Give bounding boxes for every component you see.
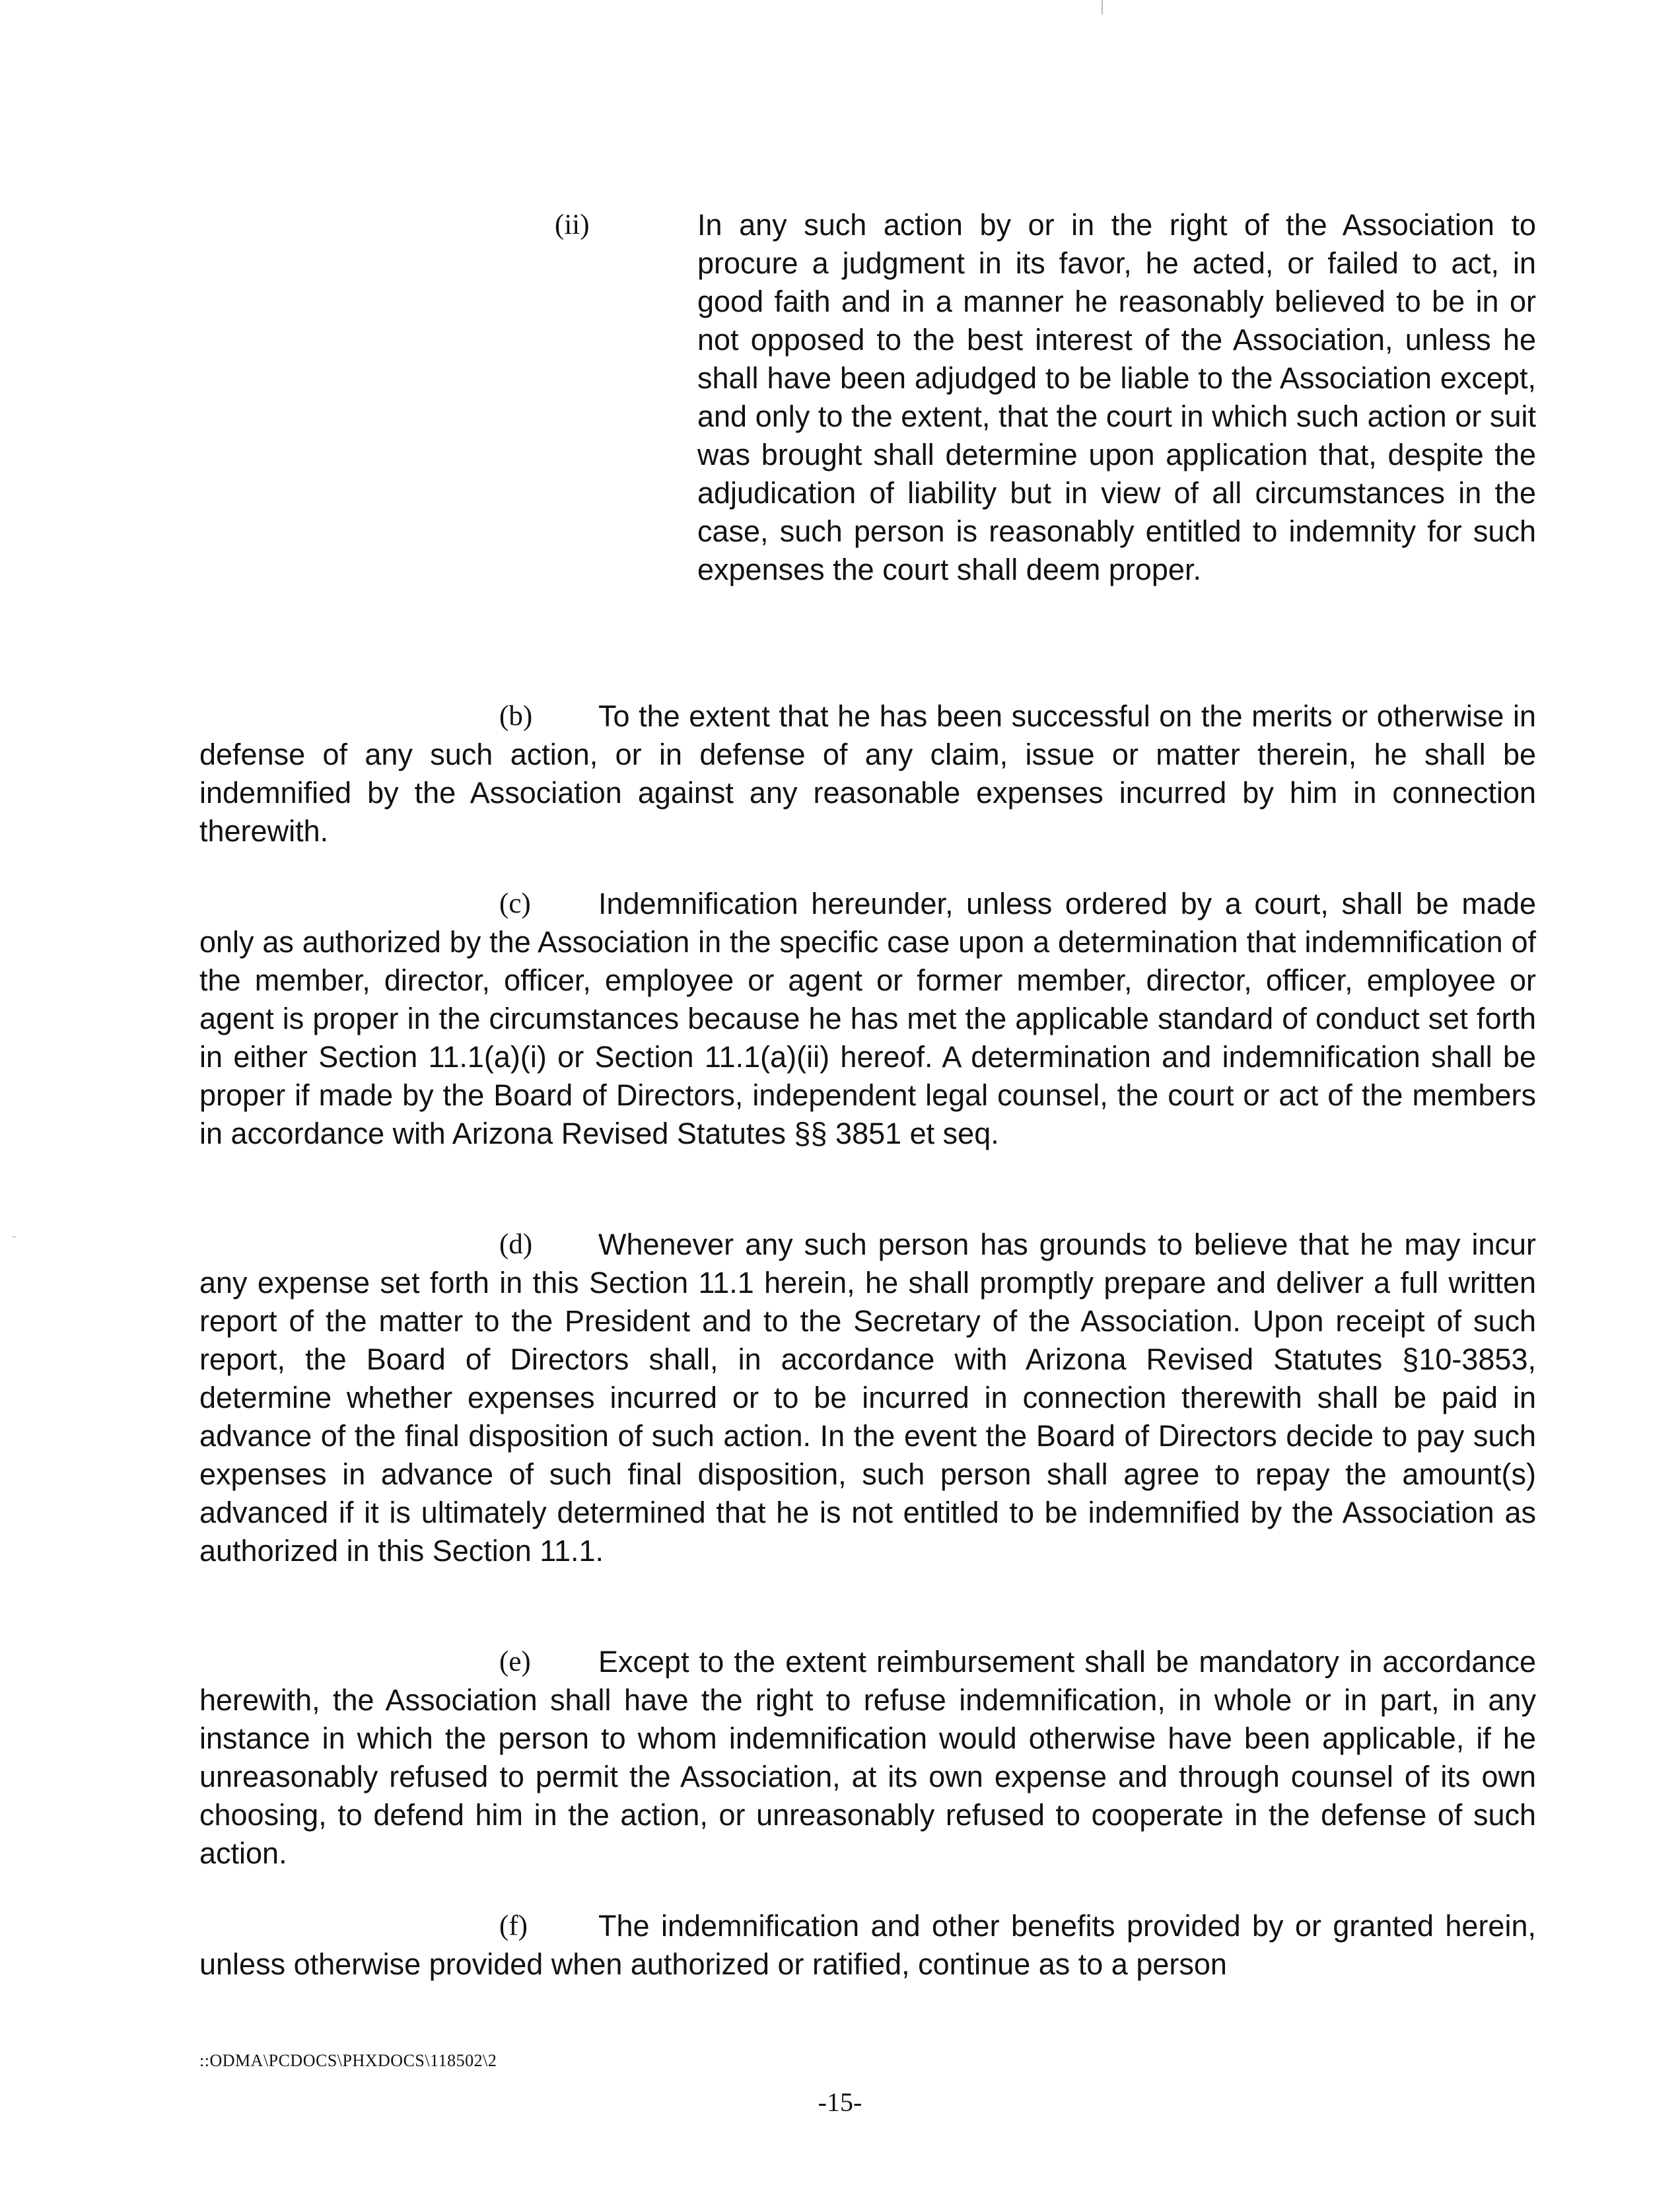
subparagraph-ii-text: In any such action by or in the right of the Association to procure a judgment in its favor, he acted, or failed to act, in good faith and in a manner he reasonably believed to be in or not opposed to the best interest of the Association, unless he shall have been adjudged to be liable to the Association except, and only to the extent, that the court in which such action or suit was brought shall determine upon application that, despite the adjudication of liability but in view of all circumstances in the case, such person is reasonably entitled to indemnity for such expenses the court shall deem proper. [697,208,1536,586]
paragraph-d-label: (d) [499,1229,533,1260]
paragraph-d-text: Whenever any such person has grounds to believe that he may incur any expense set forth in this Section 11.1 herein, he shall promptly prepare and deliver a full written report of the matter to the President and to the Secretary of the Association. Upon receipt of such report, the Board of Directors shall, in accordance with Arizona Revised Statutes §10-3853, determine whether expenses incurred or to be incurred in connection therewith shall be paid in advance of the final disposition of such action. In the event the Board of Directors decide to pay such expenses in advance of such final disposition, such person shall agree to repay the amount(s) advanced if it is ultimately determined that he is not entitled to be indemnified by the Association as authorized in this Section 11.1. [199,1228,1536,1568]
scan-artifact-top [1102,0,1103,15]
paragraph-f-text: The indemnification and other benefits provided by or granted herein, unless otherwise provided when authorized or ratified, continue as to a person [199,1909,1536,1981]
subparagraph-ii [555,206,1536,589]
paragraph-e-label: (e) [499,1646,531,1677]
paragraph-c-label: (c) [499,888,531,919]
subparagraph-ii-label: (ii) [555,209,590,240]
paragraph-f [199,1907,1536,1984]
paragraph-c [199,885,1536,1153]
page-number: -15- [818,2087,862,2117]
paragraph-b-label: (b) [499,701,533,732]
paragraph-b [199,697,1536,850]
paragraph-c-text: Indemnification hereunder, unless ordered by a court, shall be made only as authorized by the Association in the specific case upon a determination that indemnification of the member, director, officer, employee or agent or former member, director, officer, employee or agent is proper in the circumstances because he has met the applicable standard of conduct set forth in either Section 11.1(a)(i) or Section 11.1(a)(ii) hereof. A determination and indemnification shall be proper if made by the Board of Directors, independent legal counsel, the court or act of the members in accordance with Arizona Revised Statutes §§ 3851 et seq. [199,887,1536,1150]
paragraph-e [199,1643,1536,1873]
paragraph-b-text: To the extent that he has been successful on the merits or otherwise in defense of any such action, or in defense of any claim, issue or matter therein, he shall be indemnified by the Association against any reasonable expenses incurred by him in connection therewith. [199,699,1536,848]
paragraph-e-text: Except to the extent reimbursement shall be mandatory in accordance herewith, the Association shall have the right to refuse indemnification, in whole or in part, in any instance in which the person to whom indemnification would otherwise have been applicable, if he unreasonably refused to permit the Association, at its own expense and through counsel of its own choosing, to defend him in the action, or unreasonably refused to cooperate in the defense of such action. [199,1645,1536,1870]
document-path-footer: ::ODMA\PCDOCS\PHXDOCS\118502\2 [199,2051,497,2070]
paragraph-d [199,1226,1536,1570]
scan-artifact-left [12,1236,16,1237]
paragraph-f-label: (f) [499,1910,528,1941]
